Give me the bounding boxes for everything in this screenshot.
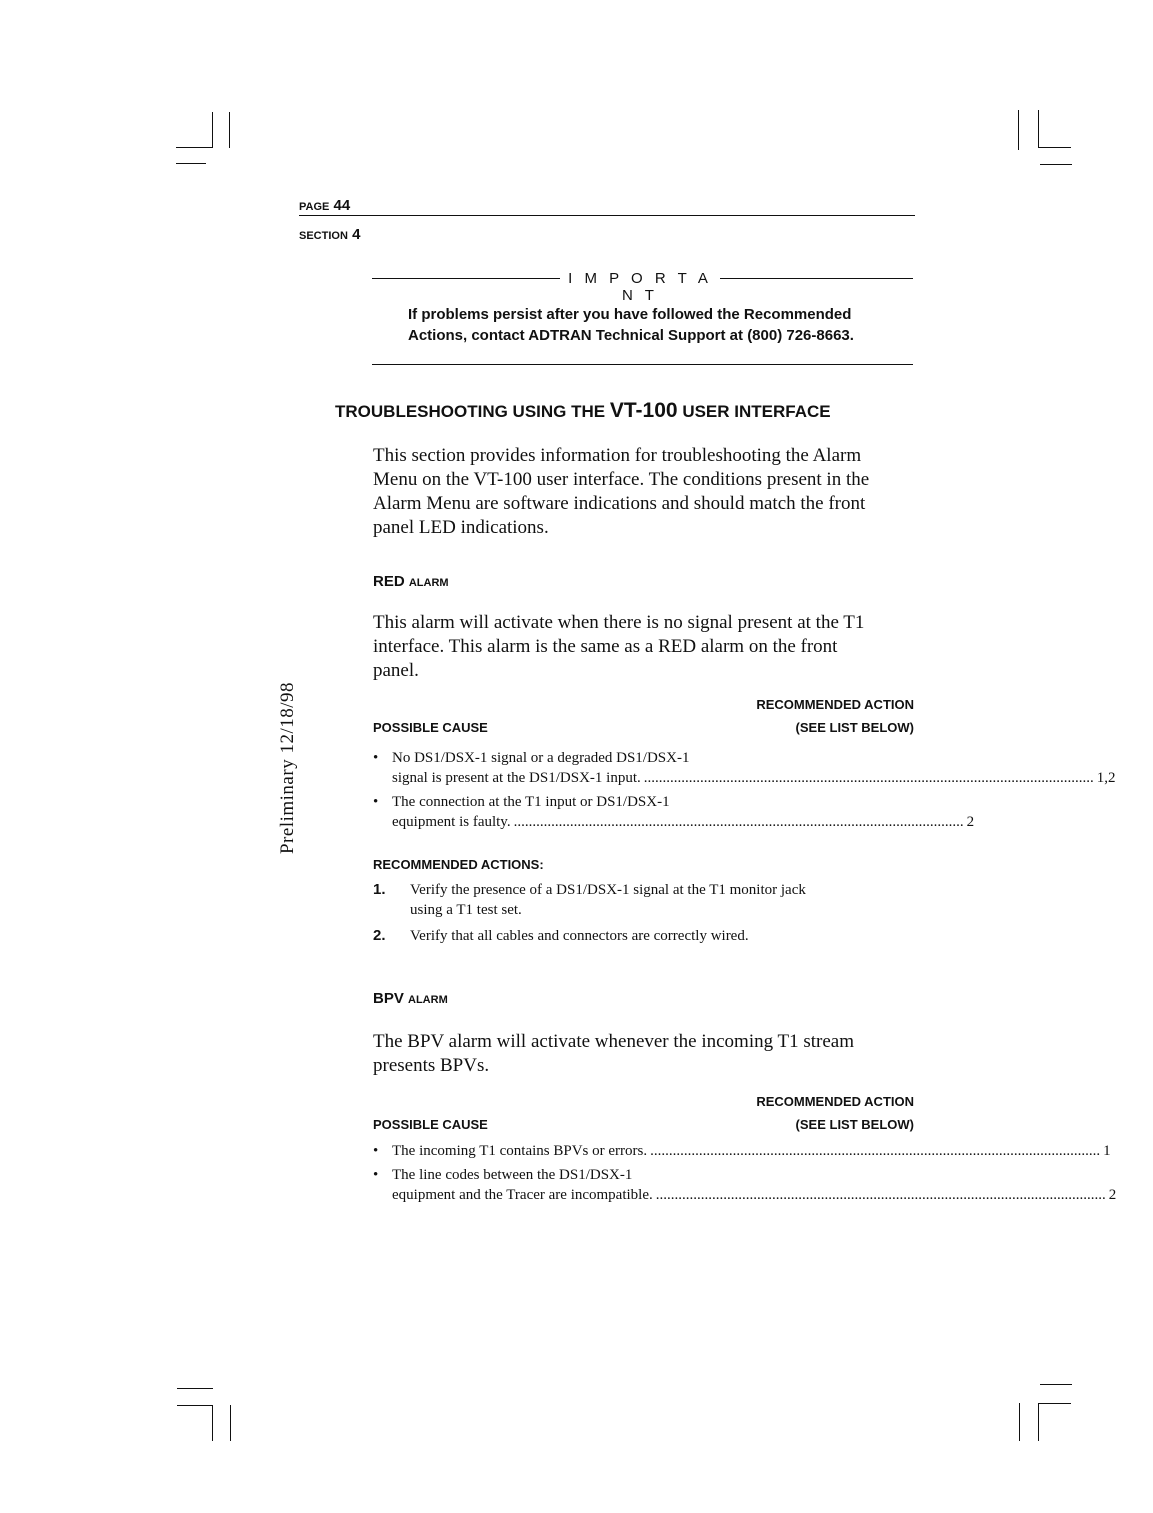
list-item-continuation: using a T1 test set. (410, 902, 522, 918)
important-rule-left (372, 278, 560, 279)
list-item: • The incoming T1 contains BPVs or errors. ........................................................................................................................ 1 (373, 1143, 1111, 1159)
bpv-alarm-description (373, 1030, 916, 1078)
heading-part-3: USER INTERFACE (682, 402, 831, 421)
cause-ref: 2 (966, 814, 975, 830)
list-item: • The line codes between the DS1/DSX-1 equipment and the Tracer are incompatible. ........................................................................................................................ 2 (373, 1167, 1117, 1203)
important-text (408, 304, 908, 346)
important-rule-right (720, 278, 913, 279)
intro-line: This section provides information for troubleshooting the Alarm (373, 445, 862, 466)
red-alarm-line: panel. (373, 660, 419, 681)
red-see-list-label: (SEE LIST BELOW) (795, 720, 914, 735)
red-alarm-line: interface. This alarm is the same as a RED alarm on the front (373, 636, 838, 657)
heading-part-2: VT-100 (609, 399, 678, 422)
page-label: PAGE (299, 201, 330, 213)
cause-ref: 1 (1103, 1143, 1111, 1159)
red-actions-label: RECOMMENDED ACTIONS: (373, 857, 544, 872)
important-rule-bottom (372, 364, 913, 365)
bpv-alarm-heading (373, 990, 448, 1007)
preliminary-date-note: Preliminary 12/18/98 (277, 681, 298, 855)
cause-ref: 2 (1108, 1187, 1117, 1203)
bpv-alarm-line: presents BPVs. (373, 1055, 490, 1076)
bpv-recommended-action-label: RECOMMENDED ACTION (756, 1094, 914, 1109)
important-line-1: If problems persist after you have followed the Recommended (408, 306, 852, 323)
important-line-2: Actions, contact ADTRAN Technical Support at (800) 726-8663. (408, 327, 854, 344)
red-alarm-heading-a: RED (373, 573, 405, 590)
bpv-alarm-line: The BPV alarm will activate whenever the incoming T1 stream (373, 1031, 855, 1052)
section-number-label (299, 226, 360, 243)
red-cause-list (373, 748, 1116, 832)
bpv-see-list-label: (SEE LIST BELOW) (795, 1117, 914, 1132)
header-rule (299, 215, 915, 216)
cause-ref: 1,2 (1096, 770, 1116, 786)
red-alarm-heading (373, 573, 449, 590)
intro-line: Alarm Menu are software indications and should match the front (373, 493, 866, 514)
bpv-possible-cause-label: POSSIBLE CAUSE (373, 1117, 488, 1132)
red-recommended-action-label: RECOMMENDED ACTION (756, 697, 914, 712)
red-actions-list (373, 880, 916, 946)
page-number-label (299, 197, 350, 214)
heading-part-1: TROUBLESHOOTING USING THE (335, 402, 606, 421)
intro-line: Menu on the VT-100 user interface. The conditions present in the (373, 469, 870, 490)
section-heading (335, 399, 831, 423)
list-item: • No DS1/DSX-1 signal or a degraded DS1/DSX-1 signal is present at the DS1/DSX-1 input. ........................................................................................................................ 1,2 (373, 750, 1116, 786)
red-alarm-line: This alarm will activate when there is no signal present at the T1 (373, 612, 865, 633)
list-item: 1. Verify the presence of a DS1/DSX-1 signal at the T1 monitor jack (373, 881, 806, 898)
bpv-alarm-heading-b: ALARM (408, 994, 448, 1006)
intro-line: panel LED indications. (373, 517, 549, 538)
red-alarm-description (373, 611, 916, 683)
important-title: I M P O R T A N T (568, 270, 712, 304)
page-number: 44 (333, 197, 351, 214)
bpv-cause-list (373, 1141, 1117, 1205)
red-possible-cause-label: POSSIBLE CAUSE (373, 720, 488, 735)
red-alarm-heading-b: ALARM (408, 577, 449, 589)
section-number: 4 (352, 226, 361, 243)
intro-paragraph (373, 444, 916, 540)
list-item: • The connection at the T1 input or DS1/DSX-1 equipment is faulty. ........................................................................................................................ 2 (373, 794, 975, 830)
list-item: 2. Verify that all cables and connectors are correctly wired. (373, 927, 749, 944)
section-label: SECTION (299, 230, 348, 242)
bpv-alarm-heading-a: BPV (373, 990, 404, 1007)
